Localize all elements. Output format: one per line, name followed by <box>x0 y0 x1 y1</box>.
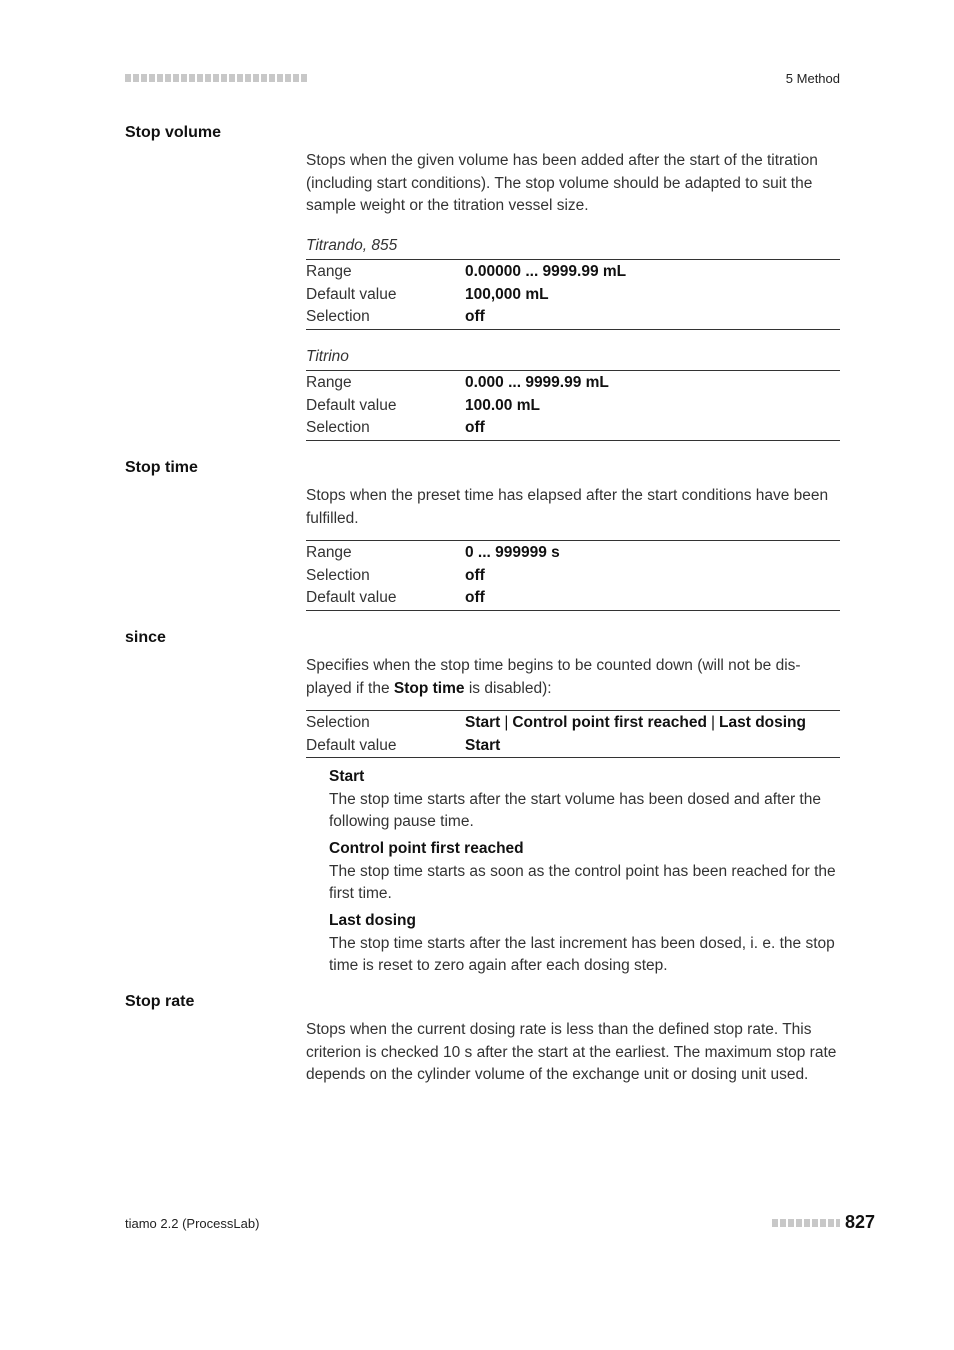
section-title-stop-rate: Stop rate <box>125 993 195 1010</box>
since-description-text: Specifies when the stop time begins to be counted down (will not be dis-played if the <box>306 657 801 697</box>
parameter-table-titrando <box>306 259 840 330</box>
row-value: 100,000 mL <box>465 285 549 303</box>
footer-product: tiamo 2.2 (ProcessLab) <box>125 1216 260 1231</box>
option-title: Start <box>329 768 365 785</box>
table-row <box>306 712 840 735</box>
since-description <box>306 655 840 700</box>
option-title: Last dosing <box>329 912 416 929</box>
option-last-dosing <box>329 910 840 978</box>
option-control-point <box>329 838 840 906</box>
chapter-title: 5 Method <box>785 71 840 86</box>
row-key: Range <box>306 263 352 281</box>
footer-decoration <box>772 1219 840 1227</box>
table-row <box>306 306 840 329</box>
row-value: 0.000 ... 9999.99 mL <box>465 374 609 392</box>
header-decoration <box>125 74 307 82</box>
parameter-table-stop-time <box>306 540 840 611</box>
section-title-stop-volume: Stop volume <box>125 124 222 141</box>
row-key: Selection <box>306 308 370 326</box>
row-key: Selection <box>306 566 370 584</box>
table-row <box>306 261 840 284</box>
separator: | <box>504 714 509 732</box>
table-caption-titrando: Titrando, 855 <box>306 237 398 254</box>
row-key: Default value <box>306 736 397 754</box>
section-title-stop-time: Stop time <box>125 459 198 476</box>
table-row <box>306 565 840 588</box>
option-description: The stop time starts as soon as the control point has been reached for the first time. <box>329 862 836 902</box>
selection-option: Control point first reached <box>512 714 707 732</box>
since-description-bold: Stop time <box>393 679 465 697</box>
table-row <box>306 587 840 610</box>
row-value: off <box>465 308 485 326</box>
page-number: 827 <box>845 1212 876 1232</box>
table-row <box>306 372 840 395</box>
option-title: Control point first reached <box>329 840 524 857</box>
row-value: 0.00000 ... 9999.99 mL <box>465 263 627 281</box>
row-key: Default value <box>306 285 397 303</box>
row-value: off <box>465 566 485 584</box>
row-value: Start <box>465 736 501 754</box>
row-key: Selection <box>306 419 370 437</box>
table-row <box>306 417 840 440</box>
row-value <box>465 714 806 732</box>
parameter-table-titrino <box>306 370 840 441</box>
row-value: off <box>465 419 485 437</box>
selection-option: Start <box>465 714 501 732</box>
stop-volume-description: Stops when the given volume has been added after the start of the titration (including start conditions). The stop volume should be adapted to suit the sample weight or the titration vessel size. <box>306 152 818 214</box>
row-value: 100.00 mL <box>465 396 540 414</box>
row-key: Selection <box>306 714 370 732</box>
table-row <box>306 542 840 565</box>
separator: | <box>710 714 716 732</box>
stop-time-description: Stops when the preset time has elapsed after the start conditions have been fulfilled. <box>306 487 829 527</box>
table-row <box>306 395 840 418</box>
option-description: The stop time starts after the start volume has been dosed and after the following pause time. <box>329 790 821 830</box>
row-key: Default value <box>306 396 397 414</box>
section-title-since: since <box>125 629 166 646</box>
row-value: 0 ... 999999 s <box>465 544 560 562</box>
selection-option: Last dosing <box>719 714 806 732</box>
table-row <box>306 284 840 307</box>
row-key: Range <box>306 544 352 562</box>
since-description-text-end: is disabled): <box>464 679 552 697</box>
option-description: The stop time starts after the last increment has been dosed, i. e. the stop time is reset to zero again after each dosing step. <box>329 934 835 974</box>
table-row <box>306 735 840 758</box>
row-key: Default value <box>306 589 397 607</box>
stop-rate-description: Stops when the current dosing rate is less than the defined stop rate. This criterion is checked 10 s after the start at the earliest. The maximum stop rate depends on the cylinder volume of the exchange unit or dosing unit used. <box>306 1021 837 1083</box>
row-value: off <box>465 589 485 607</box>
row-key: Range <box>306 374 352 392</box>
parameter-table-since <box>306 710 840 758</box>
option-start <box>329 766 840 834</box>
table-caption-titrino: Titrino <box>306 348 349 365</box>
